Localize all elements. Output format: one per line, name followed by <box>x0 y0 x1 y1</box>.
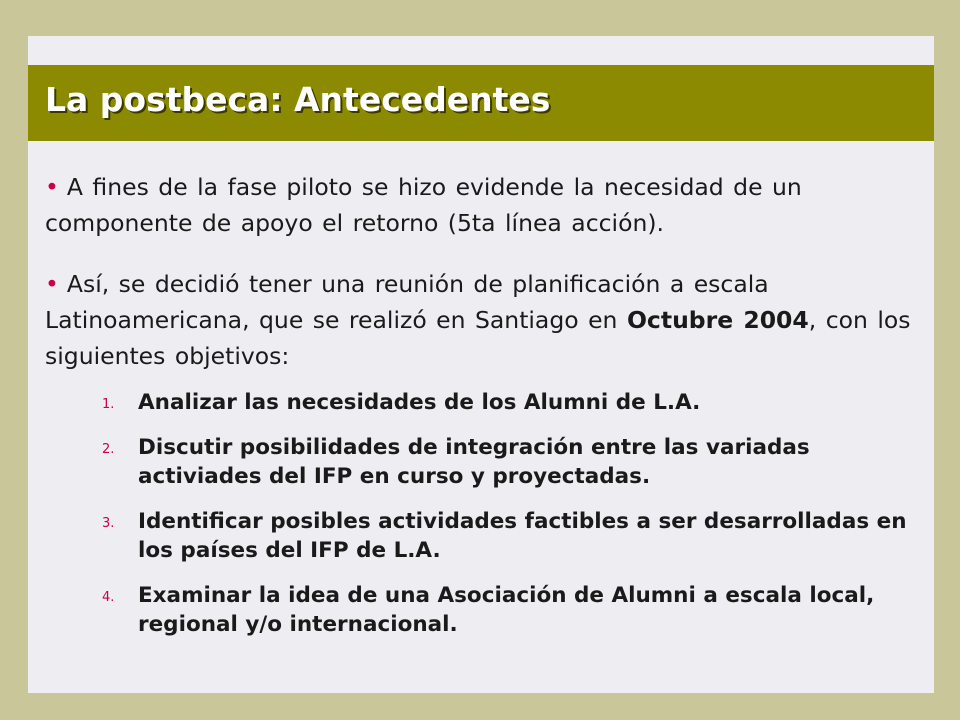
title-bar <box>28 65 934 141</box>
objective-number: 4. <box>102 590 115 605</box>
objective-item-3 <box>100 507 915 565</box>
bullet-icon: • <box>45 270 59 298</box>
objective-number: 3. <box>102 516 115 531</box>
slide <box>28 36 934 693</box>
paragraph-1-text: A fines de la fase piloto se hizo evidende la necesidad de un componente de apoyo el retorno (5ta línea acción). <box>45 173 802 237</box>
objective-number: 2. <box>102 442 115 457</box>
bullet-icon: • <box>45 173 59 201</box>
objective-item-2 <box>100 433 915 491</box>
objective-item-4 <box>100 581 915 639</box>
objective-item-1 <box>100 388 915 417</box>
paragraph-2-date: Octubre 2004 <box>626 306 809 334</box>
paragraph-2-text-after: , con los siguientes objetivos: <box>45 306 911 370</box>
objective-text: Examinar la idea de una Asociación de Alumni a escala local, regional y/o internacional. <box>138 583 875 637</box>
paragraph-2-text-before: Así, se decidió tener una reunión de planificación a escala Latinoamericana, que se realizó en Santiago en <box>45 270 769 334</box>
objective-number: 1. <box>102 397 115 412</box>
objective-text: Discutir posibilidades de integración entre las variadas activiades del IFP en curso y proyectadas. <box>138 435 810 489</box>
objective-text: Analizar las necesidades de los Alumni de L.A. <box>138 390 701 415</box>
slide-title: La postbeca: Antecedentes <box>45 80 551 119</box>
paragraph-2 <box>45 266 915 374</box>
objectives-list <box>100 388 915 655</box>
objective-text: Identificar posibles actividades factibles a ser desarrolladas en los países del IFP de L.A. <box>138 509 907 563</box>
paragraph-1 <box>45 169 915 241</box>
